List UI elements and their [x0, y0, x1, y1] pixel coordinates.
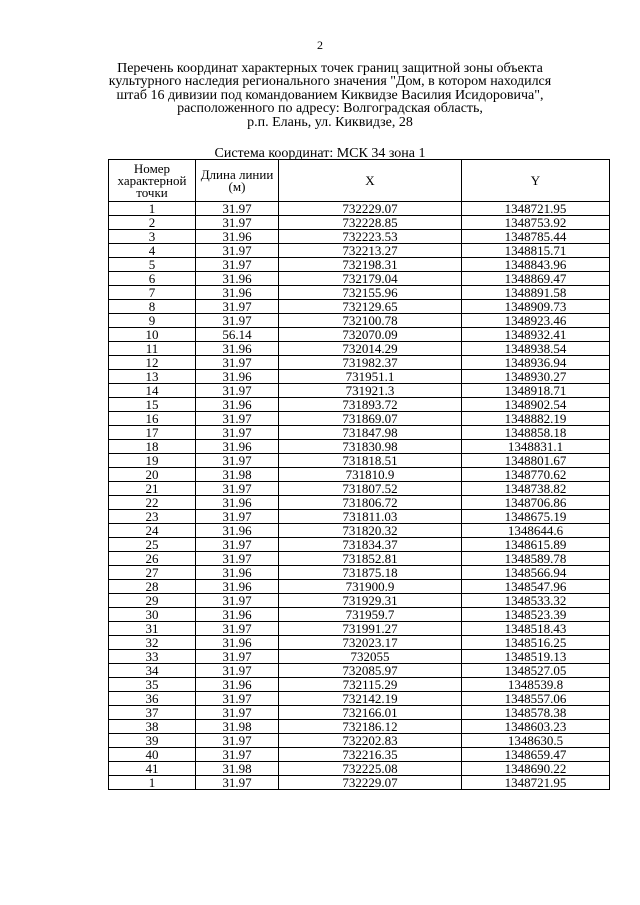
cell-x: 731852.81: [279, 552, 462, 566]
cell-x: 731875.18: [279, 566, 462, 580]
cell-x: 731834.37: [279, 538, 462, 552]
table-row: [109, 692, 610, 706]
cell-y: 1348815.71: [462, 244, 610, 258]
cell-x: 731807.52: [279, 482, 462, 496]
cell-point-number: 37: [109, 706, 196, 720]
cell-line-length: 31.97: [196, 594, 279, 608]
table-row: [109, 762, 610, 776]
table-row: [109, 720, 610, 734]
table-row: [109, 636, 610, 650]
cell-line-length: 31.97: [196, 202, 279, 216]
table-header-row: [109, 160, 610, 202]
cell-point-number: 38: [109, 720, 196, 734]
cell-y: 1348858.18: [462, 426, 610, 440]
cell-point-number: 31: [109, 622, 196, 636]
table-row: [109, 776, 610, 790]
cell-x: 732070.09: [279, 328, 462, 342]
cell-x: 732228.85: [279, 216, 462, 230]
cell-point-number: 23: [109, 510, 196, 524]
cell-line-length: 31.97: [196, 216, 279, 230]
cell-y: 1348753.92: [462, 216, 610, 230]
page-number: 2: [317, 38, 323, 52]
cell-line-length: 31.97: [196, 538, 279, 552]
cell-point-number: 8: [109, 300, 196, 314]
cell-line-length: 31.97: [196, 692, 279, 706]
cell-y: 1348882.19: [462, 412, 610, 426]
table-row: [109, 258, 610, 272]
cell-point-number: 41: [109, 762, 196, 776]
cell-y: 1348589.78: [462, 552, 610, 566]
cell-y: 1348785.44: [462, 230, 610, 244]
cell-x: 731951.1: [279, 370, 462, 384]
header-y: Y: [462, 160, 610, 202]
table-row: [109, 524, 610, 538]
table-row: [109, 230, 610, 244]
table-row: [109, 664, 610, 678]
table-row: [109, 300, 610, 314]
cell-line-length: 31.98: [196, 720, 279, 734]
cell-x: 732186.12: [279, 720, 462, 734]
table-row: [109, 650, 610, 664]
cell-line-length: 31.97: [196, 454, 279, 468]
table-row: [109, 496, 610, 510]
cell-y: 1348918.71: [462, 384, 610, 398]
table-row: [109, 356, 610, 370]
cell-x: 732100.78: [279, 314, 462, 328]
cell-y: 1348527.05: [462, 664, 610, 678]
table-row: [109, 216, 610, 230]
table-row: [109, 398, 610, 412]
cell-point-number: 5: [109, 258, 196, 272]
cell-line-length: 31.96: [196, 370, 279, 384]
cell-x: 731921.3: [279, 384, 462, 398]
cell-y: 1348519.13: [462, 650, 610, 664]
cell-line-length: 31.96: [196, 566, 279, 580]
title-line: расположенного по адресу: Волгоградская область,: [177, 101, 483, 117]
cell-x: 732198.31: [279, 258, 462, 272]
cell-point-number: 3: [109, 230, 196, 244]
cell-y: 1348630.5: [462, 734, 610, 748]
cell-point-number: 28: [109, 580, 196, 594]
cell-x: 731818.51: [279, 454, 462, 468]
cell-x: 731847.98: [279, 426, 462, 440]
cell-y: 1348902.54: [462, 398, 610, 412]
cell-y: 1348923.46: [462, 314, 610, 328]
cell-y: 1348659.47: [462, 748, 610, 762]
cell-x: 732229.07: [279, 776, 462, 790]
cell-y: 1348738.82: [462, 482, 610, 496]
cell-y: 1348547.96: [462, 580, 610, 594]
cell-x: 731991.27: [279, 622, 462, 636]
cell-x: 732129.65: [279, 300, 462, 314]
cell-point-number: 17: [109, 426, 196, 440]
cell-line-length: 31.96: [196, 272, 279, 286]
cell-x: 731806.72: [279, 496, 462, 510]
table-row: [109, 748, 610, 762]
cell-point-number: 19: [109, 454, 196, 468]
cell-point-number: 13: [109, 370, 196, 384]
cell-line-length: 31.96: [196, 496, 279, 510]
document-title: [90, 62, 570, 129]
cell-y: 1348706.86: [462, 496, 610, 510]
table-row: [109, 678, 610, 692]
cell-x: 731982.37: [279, 356, 462, 370]
table-row: [109, 314, 610, 328]
cell-line-length: 31.97: [196, 482, 279, 496]
cell-line-length: 31.97: [196, 622, 279, 636]
coordinate-system-label: Система координат: МСК 34 зона 1: [214, 146, 426, 161]
cell-point-number: 7: [109, 286, 196, 300]
cell-y: 1348932.41: [462, 328, 610, 342]
cell-x: 732142.19: [279, 692, 462, 706]
title-line: Перечень координат характерных точек границ защитной зоны объекта: [117, 61, 543, 76]
table-row: [109, 482, 610, 496]
cell-line-length: 31.97: [196, 664, 279, 678]
cell-line-length: 31.97: [196, 776, 279, 790]
cell-y: 1348675.19: [462, 510, 610, 524]
cell-x: 731810.9: [279, 468, 462, 482]
cell-y: 1348518.43: [462, 622, 610, 636]
table-row: [109, 342, 610, 356]
cell-x: 732216.35: [279, 748, 462, 762]
table-row: [109, 580, 610, 594]
cell-point-number: 26: [109, 552, 196, 566]
cell-x: 732229.07: [279, 202, 462, 216]
cell-y: 1348801.67: [462, 454, 610, 468]
cell-y: 1348770.62: [462, 468, 610, 482]
cell-line-length: 31.97: [196, 748, 279, 762]
cell-line-length: 31.97: [196, 384, 279, 398]
cell-point-number: 9: [109, 314, 196, 328]
cell-y: 1348936.94: [462, 356, 610, 370]
table-row: [109, 594, 610, 608]
cell-line-length: 31.97: [196, 734, 279, 748]
cell-x: 732014.29: [279, 342, 462, 356]
cell-line-length: 31.97: [196, 244, 279, 258]
cell-point-number: 40: [109, 748, 196, 762]
cell-y: 1348721.95: [462, 202, 610, 216]
cell-y: 1348930.27: [462, 370, 610, 384]
cell-point-number: 1: [109, 776, 196, 790]
table-row: [109, 202, 610, 216]
cell-y: 1348566.94: [462, 566, 610, 580]
table-row: [109, 552, 610, 566]
cell-line-length: 31.96: [196, 524, 279, 538]
cell-point-number: 16: [109, 412, 196, 426]
cell-line-length: 31.97: [196, 650, 279, 664]
cell-line-length: 31.96: [196, 230, 279, 244]
cell-line-length: 31.98: [196, 468, 279, 482]
cell-x: 732085.97: [279, 664, 462, 678]
cell-x: 732179.04: [279, 272, 462, 286]
cell-x: 732225.08: [279, 762, 462, 776]
table-row: [109, 328, 610, 342]
cell-x: 731869.07: [279, 412, 462, 426]
table-row: [109, 510, 610, 524]
cell-y: 1348891.58: [462, 286, 610, 300]
cell-y: 1348690.22: [462, 762, 610, 776]
table-row: [109, 272, 610, 286]
cell-line-length: 31.96: [196, 286, 279, 300]
cell-y: 1348721.95: [462, 776, 610, 790]
cell-point-number: 18: [109, 440, 196, 454]
table-body: [109, 202, 610, 790]
cell-point-number: 33: [109, 650, 196, 664]
cell-x: 731900.9: [279, 580, 462, 594]
cell-point-number: 32: [109, 636, 196, 650]
cell-y: 1348578.38: [462, 706, 610, 720]
cell-x: 732023.17: [279, 636, 462, 650]
cell-line-length: 31.97: [196, 314, 279, 328]
table-row: [109, 454, 610, 468]
header-point-number: Номер характерной точки: [109, 160, 196, 202]
title-line: р.п. Елань, ул. Киквидзе, 28: [247, 114, 413, 130]
table-row: [109, 370, 610, 384]
cell-point-number: 36: [109, 692, 196, 706]
cell-x: 732055: [279, 650, 462, 664]
cell-y: 1348938.54: [462, 342, 610, 356]
title-line: штаб 16 дивизии под командованием Киквидзе Василия Исидоровича",: [116, 87, 544, 103]
cell-line-length: 31.97: [196, 300, 279, 314]
cell-x: 732115.29: [279, 678, 462, 692]
cell-y: 1348831.1: [462, 440, 610, 454]
cell-line-length: 31.96: [196, 398, 279, 412]
cell-x: 732223.53: [279, 230, 462, 244]
cell-y: 1348644.6: [462, 524, 610, 538]
header-x: X: [279, 160, 462, 202]
cell-line-length: 31.97: [196, 412, 279, 426]
header-line-length: Длина линии (м): [196, 160, 279, 202]
cell-y: 1348843.96: [462, 258, 610, 272]
cell-line-length: 31.96: [196, 608, 279, 622]
cell-x: 731929.31: [279, 594, 462, 608]
cell-point-number: 30: [109, 608, 196, 622]
cell-line-length: 56.14: [196, 328, 279, 342]
cell-line-length: 31.97: [196, 258, 279, 272]
cell-line-length: 31.96: [196, 580, 279, 594]
title-line: культурного наследия регионального значения "Дом, в котором находился: [108, 74, 552, 90]
cell-x: 732213.27: [279, 244, 462, 258]
cell-point-number: 11: [109, 342, 196, 356]
cell-point-number: 39: [109, 734, 196, 748]
cell-x: 731893.72: [279, 398, 462, 412]
cell-point-number: 2: [109, 216, 196, 230]
cell-y: 1348516.25: [462, 636, 610, 650]
cell-x: 731820.32: [279, 524, 462, 538]
cell-point-number: 22: [109, 496, 196, 510]
cell-line-length: 31.96: [196, 440, 279, 454]
cell-line-length: 31.97: [196, 706, 279, 720]
cell-point-number: 20: [109, 468, 196, 482]
cell-line-length: 31.98: [196, 762, 279, 776]
table-row: [109, 468, 610, 482]
cell-x: 732166.01: [279, 706, 462, 720]
cell-point-number: 6: [109, 272, 196, 286]
table-row: [109, 384, 610, 398]
cell-point-number: 27: [109, 566, 196, 580]
cell-point-number: 12: [109, 356, 196, 370]
cell-x: 732202.83: [279, 734, 462, 748]
cell-point-number: 15: [109, 398, 196, 412]
table-row: [109, 244, 610, 258]
cell-x: 731959.7: [279, 608, 462, 622]
cell-line-length: 31.96: [196, 342, 279, 356]
cell-x: 731830.98: [279, 440, 462, 454]
table-row: [109, 412, 610, 426]
cell-line-length: 31.97: [196, 426, 279, 440]
cell-x: 732155.96: [279, 286, 462, 300]
cell-point-number: 24: [109, 524, 196, 538]
table-row: [109, 566, 610, 580]
cell-point-number: 4: [109, 244, 196, 258]
cell-y: 1348539.8: [462, 678, 610, 692]
cell-line-length: 31.97: [196, 356, 279, 370]
cell-y: 1348869.47: [462, 272, 610, 286]
table-row: [109, 440, 610, 454]
cell-line-length: 31.96: [196, 678, 279, 692]
table-row: [109, 734, 610, 748]
cell-point-number: 29: [109, 594, 196, 608]
cell-line-length: 31.97: [196, 510, 279, 524]
table-row: [109, 538, 610, 552]
table-row: [109, 286, 610, 300]
coordinates-table: [108, 159, 610, 790]
cell-point-number: 35: [109, 678, 196, 692]
table-row: [109, 426, 610, 440]
cell-point-number: 1: [109, 202, 196, 216]
cell-point-number: 25: [109, 538, 196, 552]
cell-y: 1348603.23: [462, 720, 610, 734]
table-row: [109, 622, 610, 636]
cell-point-number: 10: [109, 328, 196, 342]
cell-point-number: 14: [109, 384, 196, 398]
cell-y: 1348615.89: [462, 538, 610, 552]
cell-y: 1348533.32: [462, 594, 610, 608]
table-row: [109, 608, 610, 622]
cell-y: 1348523.39: [462, 608, 610, 622]
cell-x: 731811.03: [279, 510, 462, 524]
cell-y: 1348909.73: [462, 300, 610, 314]
cell-point-number: 34: [109, 664, 196, 678]
table-row: [109, 706, 610, 720]
cell-point-number: 21: [109, 482, 196, 496]
cell-line-length: 31.96: [196, 636, 279, 650]
cell-y: 1348557.06: [462, 692, 610, 706]
cell-line-length: 31.97: [196, 552, 279, 566]
